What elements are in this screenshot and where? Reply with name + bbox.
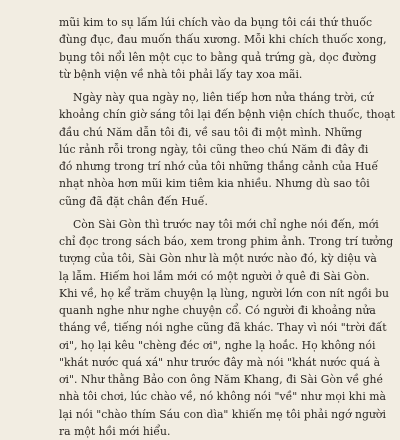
- text-line: lạ lẫm. Hiếm hoi lắm mới có một người ở quê đi Sài Gòn.: [59, 269, 370, 283]
- text-line: nhà tôi chơi, lúc chào về, nó không nói "về" như mọi khi mà: [59, 390, 386, 404]
- paragraph-3: [59, 216, 394, 440]
- text-line: cũng đã đặt chân đến Huế.: [59, 194, 208, 208]
- text-line: ơi". Như thằng Bảo con ông Năm Khang, đi Sài Gòn về ghé: [59, 373, 383, 386]
- text-line: đầu chú Năm dẫn tôi đi, về sau tôi đi một mình. Những: [59, 125, 363, 139]
- text-line: Khi về, họ kể trăm chuyện lạ lùng, người lớn con nít ngồi bu: [59, 286, 389, 300]
- text-line: ơi", họ lại kêu "chèng đéc ơi", nghe lạ hoắc. Họ không nói: [59, 338, 376, 352]
- text-line: "khát nước quá xá" như trước đây mà nói "khát nước quá à: [59, 355, 381, 369]
- text-line: tháng về, tiếng nói nghe cũng đã khác. Thay vì nói "trời đất: [59, 321, 387, 335]
- text-line: chỉ đọc trong sách báo, xem trong phim ảnh. Trong trí tưởng: [59, 235, 394, 248]
- text-line: đùng đục, đau muốn thấu xương. Mỗi khi chích thuốc xong,: [59, 33, 387, 47]
- text-line: bụng tôi nổi lên một cục to bằng quả trứng gà, dọc đường: [59, 50, 377, 64]
- text-line: lúc rảnh rỗi trong ngày, tôi cũng theo chú Năm đi đây đi: [59, 142, 369, 156]
- text-line: lại nói "chào thím Sáu con dìa" khiến mẹ tôi phải ngớ người: [59, 407, 386, 421]
- text-line: đó nhưng trong trí nhớ của tôi những thắng cảnh của Huế: [59, 160, 379, 173]
- text-line: ra một hồi mới hiểu.: [59, 424, 171, 438]
- text-line: nhạt nhòa hơn mũi kim tiêm kia nhiều. Nhưng dù sao tôi: [59, 177, 370, 191]
- text-line: Còn Sài Gòn thì trước nay tôi mới chỉ nghe nói đến, mới: [73, 217, 379, 231]
- text-line: khoảng chín giờ sáng tôi lại đến bệnh viện chích thuốc, thoạt: [59, 108, 395, 122]
- paragraph-2: [59, 89, 395, 210]
- text-line: từ bệnh viện về nhà tôi phải lấy tay xoa mãi.: [59, 67, 303, 81]
- text-line: tượng của tôi, Sài Gòn như là một nước nào đó, kỳ diệu và: [59, 252, 377, 266]
- text-line: mũi kim to sụ lấm lúi chích vào da bụng tôi cái thứ thuốc: [59, 16, 373, 29]
- text-line: Ngày này qua ngày nọ, liên tiếp hơn nửa tháng trời, cứ: [73, 91, 374, 104]
- text-line: quanh nghe như nghe chuyện cổ. Có người đi khoảng nửa: [59, 304, 376, 317]
- paragraph-1: [59, 14, 387, 83]
